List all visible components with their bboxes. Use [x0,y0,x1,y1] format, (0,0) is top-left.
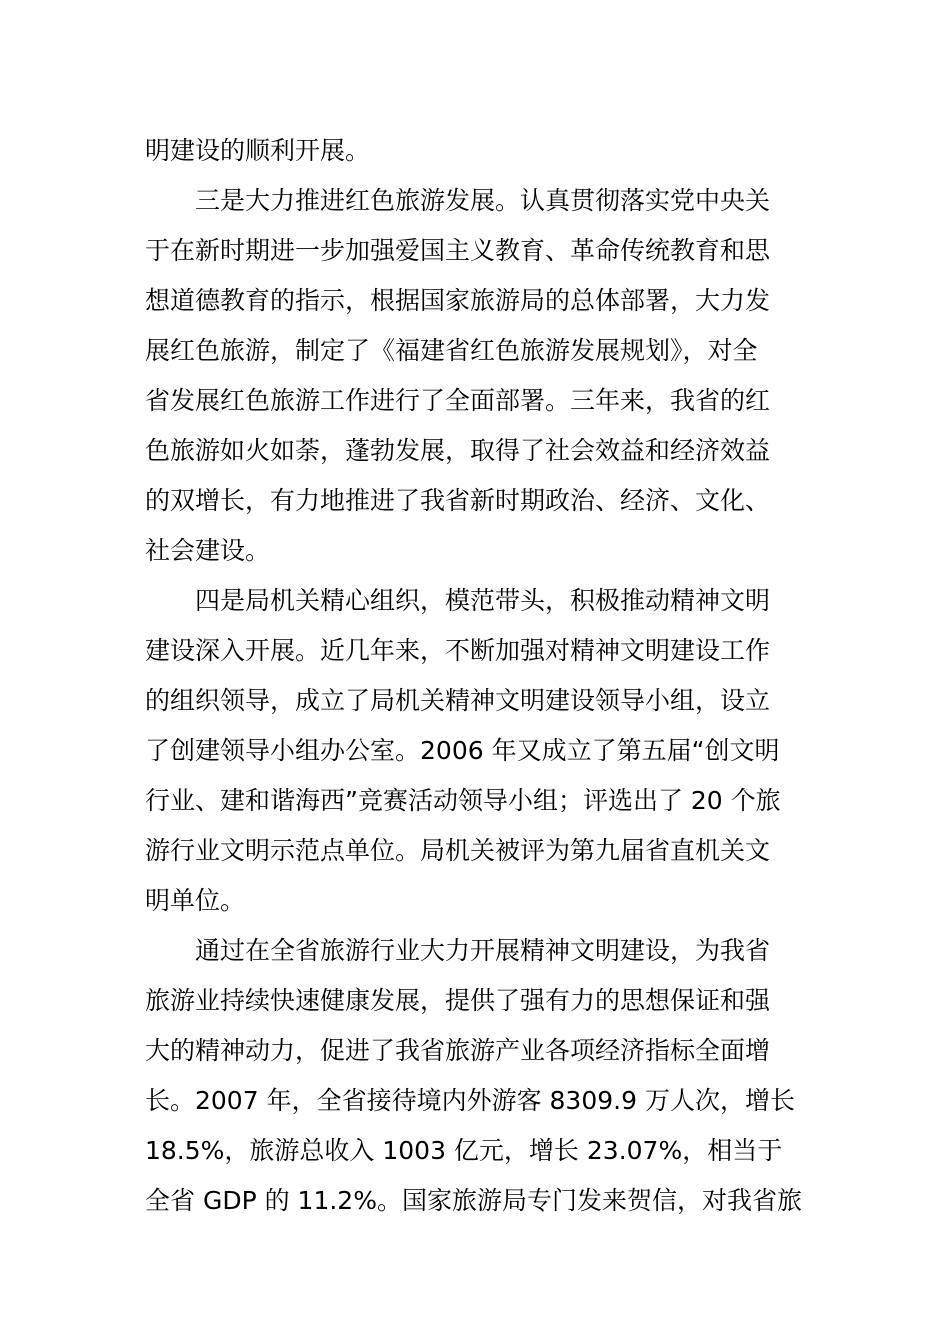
text-line: 色旅游如火如荼，蓬勃发展，取得了社会效益和经济效益 [145,436,771,465]
text-line: 展红色旅游，制定了《福建省红色旅游发展规划》，对全 [145,336,758,365]
text-line: 社会建设。 [145,536,271,565]
text-line: 全省 GDP 的 11.2%。国家旅游局专门发来贺信，对我省旅 [145,1186,802,1215]
text-line: 旅游业持续快速健康发展，提供了强有力的思想保证和强 [145,986,771,1015]
text-line: 了创建领导小组办公室。2006 年又成立了第五届“创文明 [145,736,780,765]
text-line: 三是大力推进红色旅游发展。认真贯彻落实党中央关 [145,186,771,215]
text-line: 想道德教育的指示，根据国家旅游局的总体部署，大力发 [145,286,771,315]
text-line: 于在新时期进一步加强爱国主义教育、革命传统教育和思 [145,236,771,265]
text-line: 省发展红色旅游工作进行了全面部署。三年来，我省的红 [145,386,771,415]
text-line: 的双增长，有力地推进了我省新时期政治、经济、文化、 [145,486,771,515]
text-line: 行业、建和谐海西”竞赛活动领导小组；评选出了 20 个旅 [145,786,781,815]
text-line: 的组织领导，成立了局机关精神文明建设领导小组，设立 [145,686,771,715]
text-line: 18.5%，旅游总收入 1003 亿元，增长 23.07%，相当于 [145,1136,783,1165]
text-line: 四是局机关精心组织，模范带头，积极推动精神文明 [145,586,771,615]
text-line: 大的精神动力，促进了我省旅游产业各项经济指标全面增 [145,1036,771,1065]
text-line: 建设深入开展。近几年来，不断加强对精神文明建设工作 [145,636,771,665]
text-line: 通过在全省旅游行业大力开展精神文明建设，为我省 [145,936,771,965]
text-line: 明单位。 [145,886,246,915]
text-line: 明建设的顺利开展。 [145,136,371,165]
text-line: 长。2007 年，全省接待境内外游客 8309.9 万人次，增长 [145,1086,795,1115]
text-line: 游行业文明示范点单位。局机关被评为第九届省直机关文 [145,836,771,865]
